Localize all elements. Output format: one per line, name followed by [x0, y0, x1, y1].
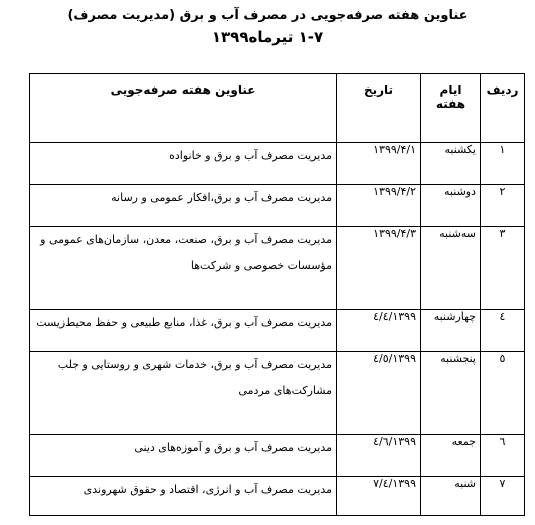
- table-row: [30, 352, 525, 435]
- row-title: مدیریت مصرف آب و برق، خدمات شهری و روستایی و جلب مشارکت‌های مردمی: [30, 352, 337, 435]
- schedule-table: [29, 73, 525, 516]
- row-weekday: یکشنبه: [421, 143, 481, 185]
- row-date: ۱۳۹۹/٤/٦: [337, 435, 421, 477]
- row-weekday: سه‌شنبه: [421, 227, 481, 310]
- document-title: عناوین هفته صرفه‌جویی در مصرف آب و برق (مدیریت مصرف): [67, 8, 468, 23]
- document-date-range: ۱-۷ تیرماه۱۳۹۹: [211, 28, 324, 46]
- row-title: مدیریت مصرف آب و برق، صنعت، معدن، سازمان‌های عمومی و مؤسسات خصوصی و شرکت‌ها: [30, 227, 337, 310]
- row-number: ۷: [481, 477, 525, 516]
- row-date: ۱۳۹۹/۴/۲: [337, 185, 421, 227]
- row-date: ۱۳۹۹/٤/۷: [337, 477, 421, 516]
- header-row-number: ردیف: [481, 74, 525, 143]
- row-title: مدیریت مصرف آب و برق،افکار عمومی و رسانه: [30, 185, 337, 227]
- row-date: ۱۳۹۹/٤/٤: [337, 310, 421, 352]
- row-date: ۱۳۹۹/٤/٥: [337, 352, 421, 435]
- table-row: [30, 143, 525, 185]
- row-number: ۲: [481, 185, 525, 227]
- table-row: [30, 435, 525, 477]
- row-weekday: جمعه: [421, 435, 481, 477]
- table-row: [30, 477, 525, 516]
- row-weekday: شنبه: [421, 477, 481, 516]
- header-date: تاریخ: [337, 74, 421, 143]
- row-weekday: دوشنبه: [421, 185, 481, 227]
- header-weekday: ایام هفته: [421, 74, 481, 143]
- row-number: ٤: [481, 310, 525, 352]
- row-date: ۱۳۹۹/۴/۱: [337, 143, 421, 185]
- row-number: ۳: [481, 227, 525, 310]
- row-weekday: پنجشنبه: [421, 352, 481, 435]
- row-number: ٥: [481, 352, 525, 435]
- row-date: ۱۳۹۹/۴/۳: [337, 227, 421, 310]
- table-row: [30, 310, 525, 352]
- table-row: [30, 185, 525, 227]
- row-title: مدیریت مصرف آب و برق و آموزه‌های دینی: [30, 435, 337, 477]
- row-weekday: چهارشنبه: [421, 310, 481, 352]
- row-title: مدیریت مصرف آب و انرژی، اقتصاد و حقوق شهروندی: [30, 477, 337, 516]
- row-number: ٦: [481, 435, 525, 477]
- row-title: مدیریت مصرف آب و برق و خانواده: [30, 143, 337, 185]
- table-header-row: [30, 74, 525, 143]
- table-row: [30, 227, 525, 310]
- row-title: مدیریت مصرف آب و برق، غذا، منابع طبیعی و حفظ محیط‌زیست: [30, 310, 337, 352]
- header-week-title: عناوین هفته صرفه‌جویی: [30, 74, 337, 143]
- row-number: ۱: [481, 143, 525, 185]
